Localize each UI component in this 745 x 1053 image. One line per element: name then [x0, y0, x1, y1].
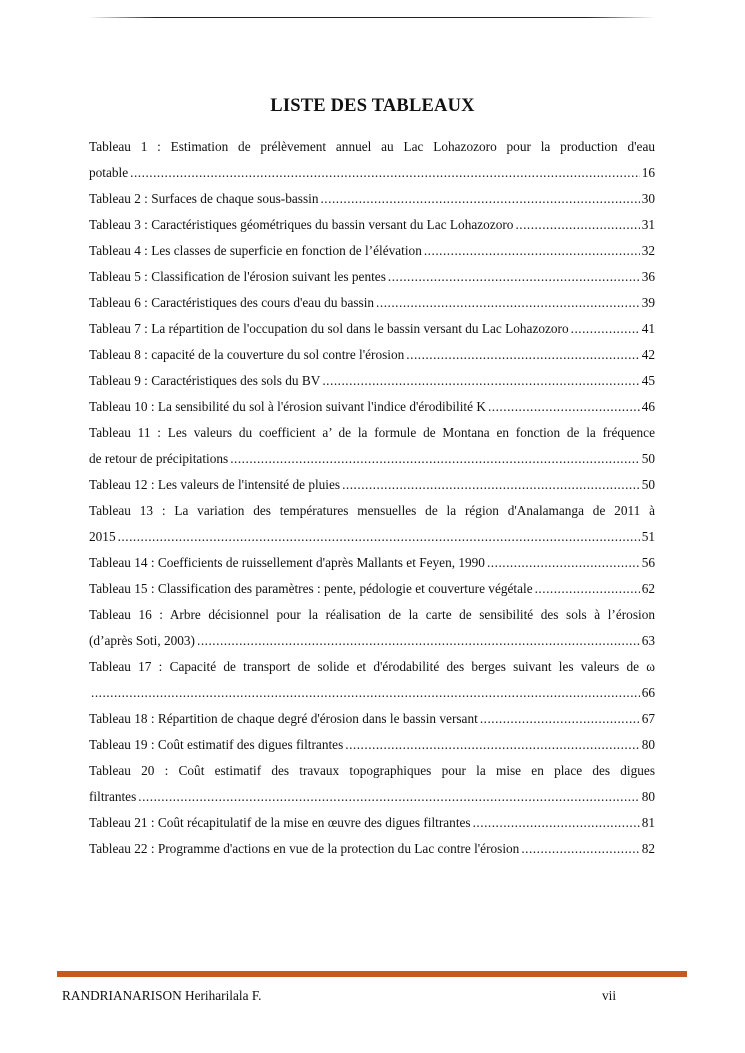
- toc-entry[interactable]: [89, 420, 655, 472]
- toc-entry-text: Tableau 19 : Coût estimatif des digues filtrantes: [89, 737, 344, 752]
- toc-entry-page: 50: [641, 477, 655, 492]
- dot-leader: [376, 290, 640, 316]
- toc-entry[interactable]: [89, 186, 655, 212]
- dot-leader: [487, 550, 640, 576]
- toc-entry-line: [89, 160, 655, 186]
- toc-entry-line: [89, 264, 655, 290]
- footer-author: RANDRIANARISON Heriharilala F.: [62, 988, 262, 1003]
- toc-entry-text: Tableau 3 : Caractéristiques géométriques du bassin versant du Lac Lohazozoro: [89, 217, 514, 232]
- dot-leader: [138, 784, 639, 810]
- toc-entry-page: 42: [641, 347, 655, 362]
- dot-leader: [320, 186, 639, 212]
- toc-entry-line: [89, 186, 655, 212]
- toc-entry-text: de retour de précipitations: [89, 451, 229, 466]
- toc-entry-line: [89, 394, 655, 420]
- toc-entry-text: Tableau 2 : Surfaces de chaque sous-bassin: [89, 191, 319, 206]
- dot-leader: [480, 706, 640, 732]
- toc-entry-line: [89, 732, 655, 758]
- dot-leader: [535, 576, 640, 602]
- toc-entry-text: Tableau 6 : Caractéristiques des cours d'eau du bassin: [89, 295, 375, 310]
- toc-entry-page: 46: [641, 399, 655, 414]
- toc-entry-line: [89, 576, 655, 602]
- toc-entry-text: Tableau 15 : Classification des paramètres : pente, pédologie et couverture végétale: [89, 581, 533, 596]
- toc-entry-text: Tableau 17 : Capacité de transport de solide et d'érodabilité des berges suivant les valeurs de ω: [89, 659, 655, 674]
- toc-entry-text: Tableau 1 : Estimation de prélèvement annuel au Lac Lohazozoro pour la production d'eau: [89, 139, 655, 154]
- dot-leader: [521, 836, 639, 862]
- dot-leader: [488, 394, 640, 420]
- toc-entry[interactable]: [89, 758, 655, 810]
- toc-entry-text: filtrantes: [89, 789, 137, 804]
- toc-entry-page: 81: [641, 815, 655, 830]
- toc-entry[interactable]: [89, 264, 655, 290]
- toc-entry-page: 45: [641, 373, 655, 388]
- dot-leader: [130, 160, 640, 186]
- toc-entry-line: [89, 836, 655, 862]
- toc-entry[interactable]: [89, 368, 655, 394]
- toc-entry-page: 39: [641, 295, 655, 310]
- toc-entry-text: Tableau 11 : Les valeurs du coefficient a’ de la formule de Montana en fonction de la fréquence: [89, 425, 655, 440]
- toc-entry-text: Tableau 9 : Caractéristiques des sols du BV: [89, 373, 321, 388]
- dot-leader: [322, 368, 639, 394]
- toc-entry-line: [89, 212, 655, 238]
- toc-entry[interactable]: [89, 706, 655, 732]
- toc-entry[interactable]: [89, 654, 655, 706]
- toc-entry-text: Tableau 4 : Les classes de superficie en fonction de l’élévation: [89, 243, 422, 258]
- toc-entry-line: [89, 238, 655, 264]
- toc-entry-text: Tableau 21 : Coût récapitulatif de la mise en œuvre des digues filtrantes: [89, 815, 471, 830]
- dot-leader: [118, 524, 640, 550]
- toc-entry-line: [89, 628, 655, 654]
- toc-entry-line: [89, 446, 655, 472]
- toc-entry[interactable]: [89, 576, 655, 602]
- dot-leader: [91, 680, 640, 706]
- toc-entry[interactable]: [89, 134, 655, 186]
- toc-entry-line: [89, 342, 655, 368]
- dot-leader: [424, 238, 640, 264]
- toc-entry[interactable]: [89, 342, 655, 368]
- dot-leader: [230, 446, 640, 472]
- toc-entry[interactable]: [89, 290, 655, 316]
- toc-entry-page: 66: [641, 685, 655, 700]
- dot-leader: [345, 732, 639, 758]
- dot-leader: [473, 810, 640, 836]
- toc-entry-text: Tableau 7 : La répartition de l'occupation du sol dans le bassin versant du Lac Lohazozoro: [89, 321, 569, 336]
- toc-entry-page: 63: [641, 633, 655, 648]
- toc-entry-page: 82: [641, 841, 655, 856]
- toc-entry-text: Tableau 18 : Répartition de chaque degré d'érosion dans le bassin versant: [89, 711, 478, 726]
- toc-entry[interactable]: [89, 316, 655, 342]
- toc-entry-page: 30: [641, 191, 655, 206]
- toc-entry-page: 50: [641, 451, 655, 466]
- toc-entry-text: Tableau 5 : Classification de l'érosion suivant les pentes: [89, 269, 386, 284]
- toc-entry[interactable]: [89, 810, 655, 836]
- toc-entry-page: 41: [641, 321, 655, 336]
- table-list: [89, 134, 655, 862]
- toc-entry-text: (d’après Soti, 2003): [89, 633, 195, 648]
- toc-entry-line: [89, 368, 655, 394]
- toc-entry[interactable]: [89, 238, 655, 264]
- toc-entry[interactable]: [89, 732, 655, 758]
- toc-entry-page: 67: [641, 711, 655, 726]
- toc-entry-page: 80: [641, 737, 655, 752]
- footer-bar: [57, 971, 687, 977]
- dot-leader: [406, 342, 639, 368]
- toc-entry-text: potable: [89, 165, 129, 180]
- dot-leader: [197, 628, 640, 654]
- toc-entry-text: Tableau 8 : capacité de la couverture du sol contre l'érosion: [89, 347, 405, 362]
- toc-entry-page: 36: [641, 269, 655, 284]
- toc-entry[interactable]: [89, 212, 655, 238]
- toc-entry-page: 56: [641, 555, 655, 570]
- dot-leader: [571, 316, 640, 342]
- toc-entry-page: 62: [641, 581, 655, 596]
- toc-entry[interactable]: [89, 472, 655, 498]
- toc-entry[interactable]: [89, 602, 655, 654]
- page-title: LISTE DES TABLEAUX: [270, 96, 475, 116]
- footer-page-number: vii: [602, 988, 617, 1003]
- header-rule: [88, 17, 655, 18]
- toc-entry-line: [89, 524, 655, 550]
- dot-leader: [342, 472, 640, 498]
- toc-entry-text: 2015: [89, 529, 116, 544]
- toc-entry-text: Tableau 10 : La sensibilité du sol à l'érosion suivant l'indice d'érodibilité K: [89, 399, 486, 414]
- toc-entry[interactable]: [89, 550, 655, 576]
- toc-entry-page: 80: [641, 789, 655, 804]
- toc-entry-page: 51: [641, 529, 655, 544]
- toc-entry-line: [89, 472, 655, 498]
- toc-entry[interactable]: [89, 394, 655, 420]
- toc-entry-line: [89, 550, 655, 576]
- toc-entry-text: Tableau 12 : Les valeurs de l'intensité de pluies: [89, 477, 341, 492]
- toc-entry-text: Tableau 22 : Programme d'actions en vue de la protection du Lac contre l'érosion: [89, 841, 520, 856]
- toc-entry-text: Tableau 16 : Arbre décisionnel pour la réalisation de la carte de sensibilité des sols à l’érosion: [89, 607, 655, 622]
- toc-entry-text: Tableau 14 : Coefficients de ruissellement d'après Mallants et Feyen, 1990: [89, 555, 485, 570]
- dot-leader: [515, 212, 639, 238]
- toc-entry-line: [89, 784, 655, 810]
- toc-entry-line: [89, 680, 655, 706]
- toc-entry-page: 16: [641, 165, 655, 180]
- toc-entry-text: Tableau 13 : La variation des températures mensuelles de la région d'Analamanga de 2011 à: [89, 503, 655, 518]
- toc-entry[interactable]: [89, 836, 655, 862]
- toc-entry[interactable]: [89, 498, 655, 550]
- toc-entry-line: [89, 290, 655, 316]
- toc-entry-line: [89, 706, 655, 732]
- toc-entry-line: [89, 316, 655, 342]
- toc-entry-page: 31: [641, 217, 655, 232]
- toc-entry-line: [89, 810, 655, 836]
- toc-entry-text: Tableau 20 : Coût estimatif des travaux topographiques pour la mise en place des digues: [89, 763, 655, 778]
- toc-entry-page: 32: [641, 243, 655, 258]
- dot-leader: [388, 264, 640, 290]
